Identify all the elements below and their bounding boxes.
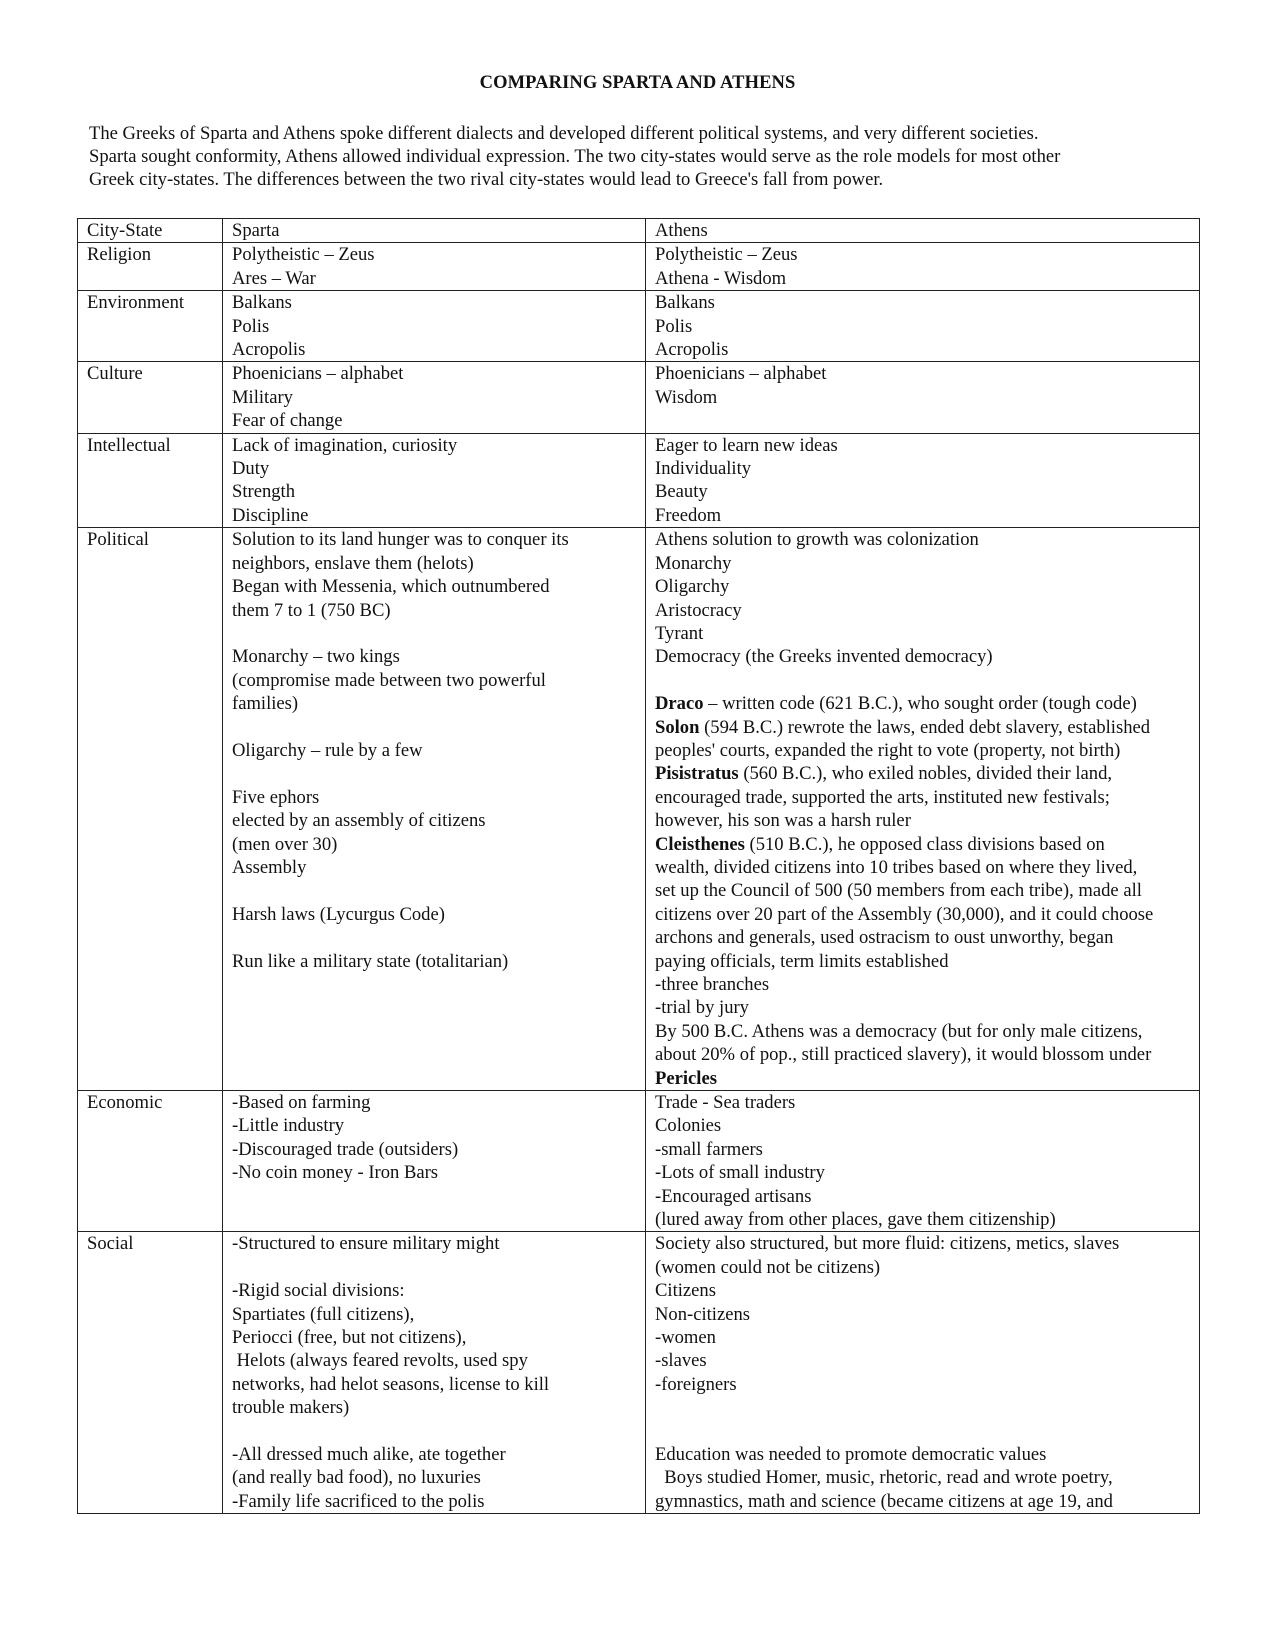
document-title: COMPARING SPARTA AND ATHENS — [479, 73, 796, 93]
sparta-cell: Solution to its land hunger was to conquer its neighbors, enslave them (helots) Began with Messenia, which outnumbered them 7 to 1 (750 BC) Monarchy – two kings (compromise made between two powerful families) Oligarchy – rule by a few Five ephors elected by an assembly of citizens (men over 30) Assembly Harsh laws (Lycurgus Code) Run like a military state (totalitarian) — [223, 528, 646, 1091]
sparta-cell: Phoenicians – alphabet Military Fear of change — [223, 362, 646, 433]
intro-line: Greek city-states. The differences between the two rival city-states would lead to Greece's fall from power. — [89, 169, 884, 190]
athens-cell: Athens solution to growth was colonization Monarchy Oligarchy Aristocracy Tyrant Democracy (the Greeks invented democracy) Draco – written code (621 B.C.), who sought order (tough code) Solon (594 B.C.) rewrote the laws, ended debt slavery, established peoples' courts, expanded the right to vote (property, not birth) Pisistratus (560 B.C.), who exiled nobles, divided their land, encouraged trade, supported the arts, instituted new festivals; however, his son was a harsh ruler Cleisthenes (510 B.C.), he opposed class divisions based on wealth, divided citizens into 10 tribes based on where they lived, set up the Council of 500 (50 members from each tribe), made all citizens over 20 part of the Assembly (30,000), and it could choose archons and generals, used ostracism to oust unworthy, began paying officials, term limits established -three branches -trial by jury By 500 B.C. Athens was a democracy (but for only male citizens, about 20% of pop., still practiced slavery), it would blossom under Pericles — [646, 528, 1200, 1091]
row-environment — [78, 291, 1200, 362]
sparta-cell: -Structured to ensure military might -Rigid social divisions: Spartiates (full citizens), Periocci (free, but not citizens), Helots (always feared revolts, used spy networks, had helot seasons, license to kill trouble makers) -All dressed much alike, ate together (and really bad food), no luxuries -Family life sacrificed to the polis — [223, 1232, 646, 1514]
header-city-state: City-State — [78, 219, 223, 243]
cleisthenes-name: Cleisthenes — [655, 833, 745, 855]
solon-name: Solon — [655, 716, 700, 738]
comparison-table — [77, 218, 1200, 1514]
intro-line: The Greeks of Sparta and Athens spoke different dialects and developed different political systems, and very different societies. — [89, 123, 1039, 144]
row-economic — [78, 1091, 1200, 1232]
header-athens: Athens — [646, 219, 1200, 243]
row-label: Culture — [78, 362, 223, 433]
row-label: Intellectual — [78, 433, 223, 528]
row-label: Political — [78, 528, 223, 1091]
row-label: Economic — [78, 1091, 223, 1232]
intro-paragraph — [89, 122, 1199, 191]
pisistratus-name: Pisistratus — [655, 763, 739, 785]
athens-cell: Society also structured, but more fluid: citizens, metics, slaves (women could not be citizens) Citizens Non-citizens -women -slaves -foreigners Education was needed to promote democratic values Boys studied Homer, music, rhetoric, read and wrote poetry, gymnastics, math and science (became citizens at age 19, and — [646, 1232, 1200, 1514]
row-culture — [78, 362, 1200, 433]
athens-cell: Polytheistic – Zeus Athena - Wisdom — [646, 243, 1200, 291]
row-social — [78, 1232, 1200, 1514]
sparta-cell: Balkans Polis Acropolis — [223, 291, 646, 362]
athens-cell: Phoenicians – alphabet Wisdom — [646, 362, 1200, 433]
sparta-cell: Lack of imagination, curiosity Duty Strength Discipline — [223, 433, 646, 528]
draco-name: Draco — [655, 693, 704, 715]
table-header-row — [78, 219, 1200, 243]
sparta-cell: -Based on farming -Little industry -Discouraged trade (outsiders) -No coin money - Iron Bars — [223, 1091, 646, 1232]
sparta-cell: Polytheistic – Zeus Ares – War — [223, 243, 646, 291]
athens-cell: Eager to learn new ideas Individuality Beauty Freedom — [646, 433, 1200, 528]
row-label: Environment — [78, 291, 223, 362]
athens-cell: Trade - Sea traders Colonies -small farmers -Lots of small industry -Encouraged artisans (lured away from other places, gave them citizenship) — [646, 1091, 1200, 1232]
athens-cell: Balkans Polis Acropolis — [646, 291, 1200, 362]
row-religion — [78, 243, 1200, 291]
row-intellectual — [78, 433, 1200, 528]
pericles-name: Pericles — [655, 1067, 717, 1089]
header-sparta: Sparta — [223, 219, 646, 243]
row-label: Religion — [78, 243, 223, 291]
row-political — [78, 528, 1200, 1091]
intro-line: Sparta sought conformity, Athens allowed individual expression. The two city-states would serve as the role models for most other — [89, 146, 1061, 167]
row-label: Social — [78, 1232, 223, 1514]
